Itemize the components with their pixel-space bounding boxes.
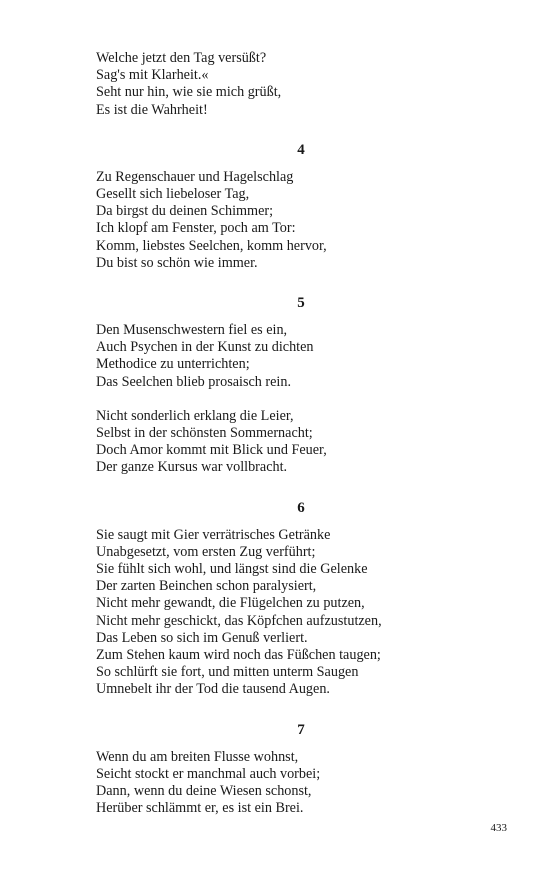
verse-line: Umnebelt ihr der Tod die tausend Augen.	[96, 681, 330, 698]
poem-5	[96, 295, 436, 477]
verse-line: Es ist die Wahrheit!	[96, 101, 208, 118]
poem-6	[96, 500, 436, 699]
poem-continued	[96, 50, 436, 119]
verse-line: Den Musenschwestern fiel es ein,	[96, 322, 288, 339]
verse-line: Methodice zu unterrichten;	[96, 356, 250, 373]
page-content	[96, 50, 436, 818]
poem-number: 4	[297, 141, 305, 158]
poem-number: 7	[297, 721, 305, 738]
verse-line: Herüber schlämmt er, es ist ein Brei.	[96, 800, 304, 817]
verse-line: Das Leben so sich im Genuß verliert.	[96, 629, 308, 646]
verse-line: Seht nur hin, wie sie mich grüßt,	[96, 84, 282, 101]
verse-line: Welche jetzt den Tag versüßt?	[96, 50, 267, 66]
verse-line: Seicht stockt er manchmal auch vorbei;	[96, 765, 321, 782]
verse-line: Ich klopf am Fenster, poch am Tor:	[96, 220, 296, 237]
verse-line: Sie saugt mit Gier verrätrisches Getränke	[96, 526, 331, 543]
verse-line: Da birgst du deinen Schimmer;	[96, 203, 274, 220]
poem-7	[96, 722, 436, 818]
verse-line: Nicht sonderlich erklang die Leier,	[96, 407, 294, 424]
verse-line: Das Seelchen blieb prosaisch rein.	[96, 373, 292, 390]
verse-line: Nicht mehr gewandt, die Flügelchen zu putzen,	[96, 595, 365, 612]
verse-line: Dann, wenn du deine Wiesen schonst,	[96, 783, 312, 800]
verse-line: Der zarten Beinchen schon paralysiert,	[96, 578, 317, 595]
verse-line: Auch Psychen in der Kunst zu dichten	[96, 339, 314, 356]
verse-line: Selbst in der schönsten Sommernacht;	[96, 425, 313, 442]
verse-line: Doch Amor kommt mit Blick und Feuer,	[96, 442, 327, 459]
poem-number: 5	[297, 295, 305, 312]
verse-line: So schlürft sie fort, und mitten unterm Saugen	[96, 664, 359, 681]
verse-line: Der ganze Kursus war vollbracht.	[96, 459, 288, 476]
verse-line: Nicht mehr geschickt, das Köpfchen aufzustutzen,	[96, 612, 382, 629]
verse-line: Du bist so schön wie immer.	[96, 254, 258, 271]
poem-4	[96, 142, 436, 272]
poem-number: 6	[297, 499, 305, 516]
verse-line: Komm, liebstes Seelchen, komm hervor,	[96, 237, 327, 254]
page-number: 433	[490, 822, 507, 834]
verse-line: Zum Stehen kaum wird noch das Füßchen taugen;	[96, 647, 381, 664]
verse-line: Sie fühlt sich wohl, und längst sind die Gelenke	[96, 561, 368, 578]
verse-line: Sag's mit Klarheit.«	[96, 67, 209, 84]
verse-line: Zu Regenschauer und Hagelschlag	[96, 168, 294, 185]
verse-line: Unabgesetzt, vom ersten Zug verführt;	[96, 543, 316, 560]
verse-line: Gesellt sich liebeloser Tag,	[96, 186, 250, 203]
stanza-break	[96, 391, 436, 408]
verse-line: Wenn du am breiten Flusse wohnst,	[96, 748, 299, 765]
